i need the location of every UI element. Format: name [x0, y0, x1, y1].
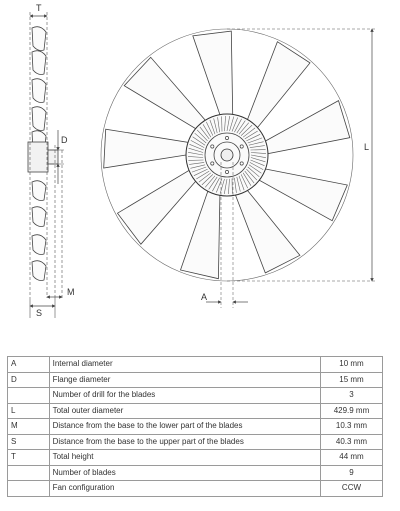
side-blade: [32, 27, 46, 51]
spec-row: [8, 465, 383, 481]
spec-symbol: [8, 465, 50, 481]
spec-description: Internal diameter: [49, 357, 320, 373]
dim-label-m: M: [67, 287, 75, 297]
spec-row: [8, 403, 383, 419]
spec-row: [8, 419, 383, 435]
spec-row: [8, 372, 383, 388]
spec-description: Number of drill for the blades: [49, 388, 320, 404]
spec-description: Total height: [49, 450, 320, 466]
side-blade: [32, 261, 46, 281]
spec-description: Total outer diameter: [49, 403, 320, 419]
spec-symbol: T: [8, 450, 50, 466]
spec-symbol: L: [8, 403, 50, 419]
spec-value: 10 mm: [320, 357, 382, 373]
fan-blade: [259, 169, 347, 221]
spec-value: 429.9 mm: [320, 403, 382, 419]
spec-symbol: A: [8, 357, 50, 373]
side-blade: [32, 207, 46, 227]
spec-symbol: S: [8, 434, 50, 450]
spec-description: Number of blades: [49, 465, 320, 481]
dim-label-t: T: [36, 3, 42, 13]
spec-table: [7, 356, 383, 497]
fan-blade: [104, 129, 188, 168]
spec-value: CCW: [320, 481, 382, 497]
spec-value: 3: [320, 388, 382, 404]
spec-value: 40.3 mm: [320, 434, 382, 450]
side-blade: [32, 235, 46, 255]
side-blade: [32, 107, 46, 131]
spec-row: [8, 481, 383, 497]
spec-description: Distance from the base to the upper part of the blades: [49, 434, 320, 450]
fan-blade: [124, 57, 205, 128]
fan-side-view: [28, 3, 75, 318]
fan-blade: [193, 31, 233, 115]
spec-row: [8, 450, 383, 466]
spec-description: Distance from the base to the lower part of the blades: [49, 419, 320, 435]
side-blade: [32, 51, 46, 75]
spec-value: 15 mm: [320, 372, 382, 388]
dim-label-d: D: [61, 135, 68, 145]
center-bore: [221, 149, 233, 161]
spec-value: 44 mm: [320, 450, 382, 466]
spec-symbol: [8, 481, 50, 497]
fan-blade: [236, 191, 300, 273]
spec-row: [8, 357, 383, 373]
spec-symbol: [8, 388, 50, 404]
spec-value: 10.3 mm: [320, 419, 382, 435]
spec-row: [8, 388, 383, 404]
side-blade: [32, 181, 46, 201]
spec-row: [8, 434, 383, 450]
fan-blade: [266, 101, 350, 154]
side-blade: [32, 79, 46, 103]
fan-blade: [118, 170, 196, 244]
spec-symbol: M: [8, 419, 50, 435]
fan-blade: [248, 42, 311, 128]
spec-description: Fan configuration: [49, 481, 320, 497]
fan-blade: [181, 191, 220, 279]
dim-label-a: A: [201, 292, 208, 302]
spec-value: 9: [320, 465, 382, 481]
spec-description: Flange diameter: [49, 372, 320, 388]
fan-front-view: [101, 29, 375, 308]
dim-label-s: S: [36, 308, 43, 318]
spec-symbol: D: [8, 372, 50, 388]
dim-label-l: L: [364, 142, 370, 152]
